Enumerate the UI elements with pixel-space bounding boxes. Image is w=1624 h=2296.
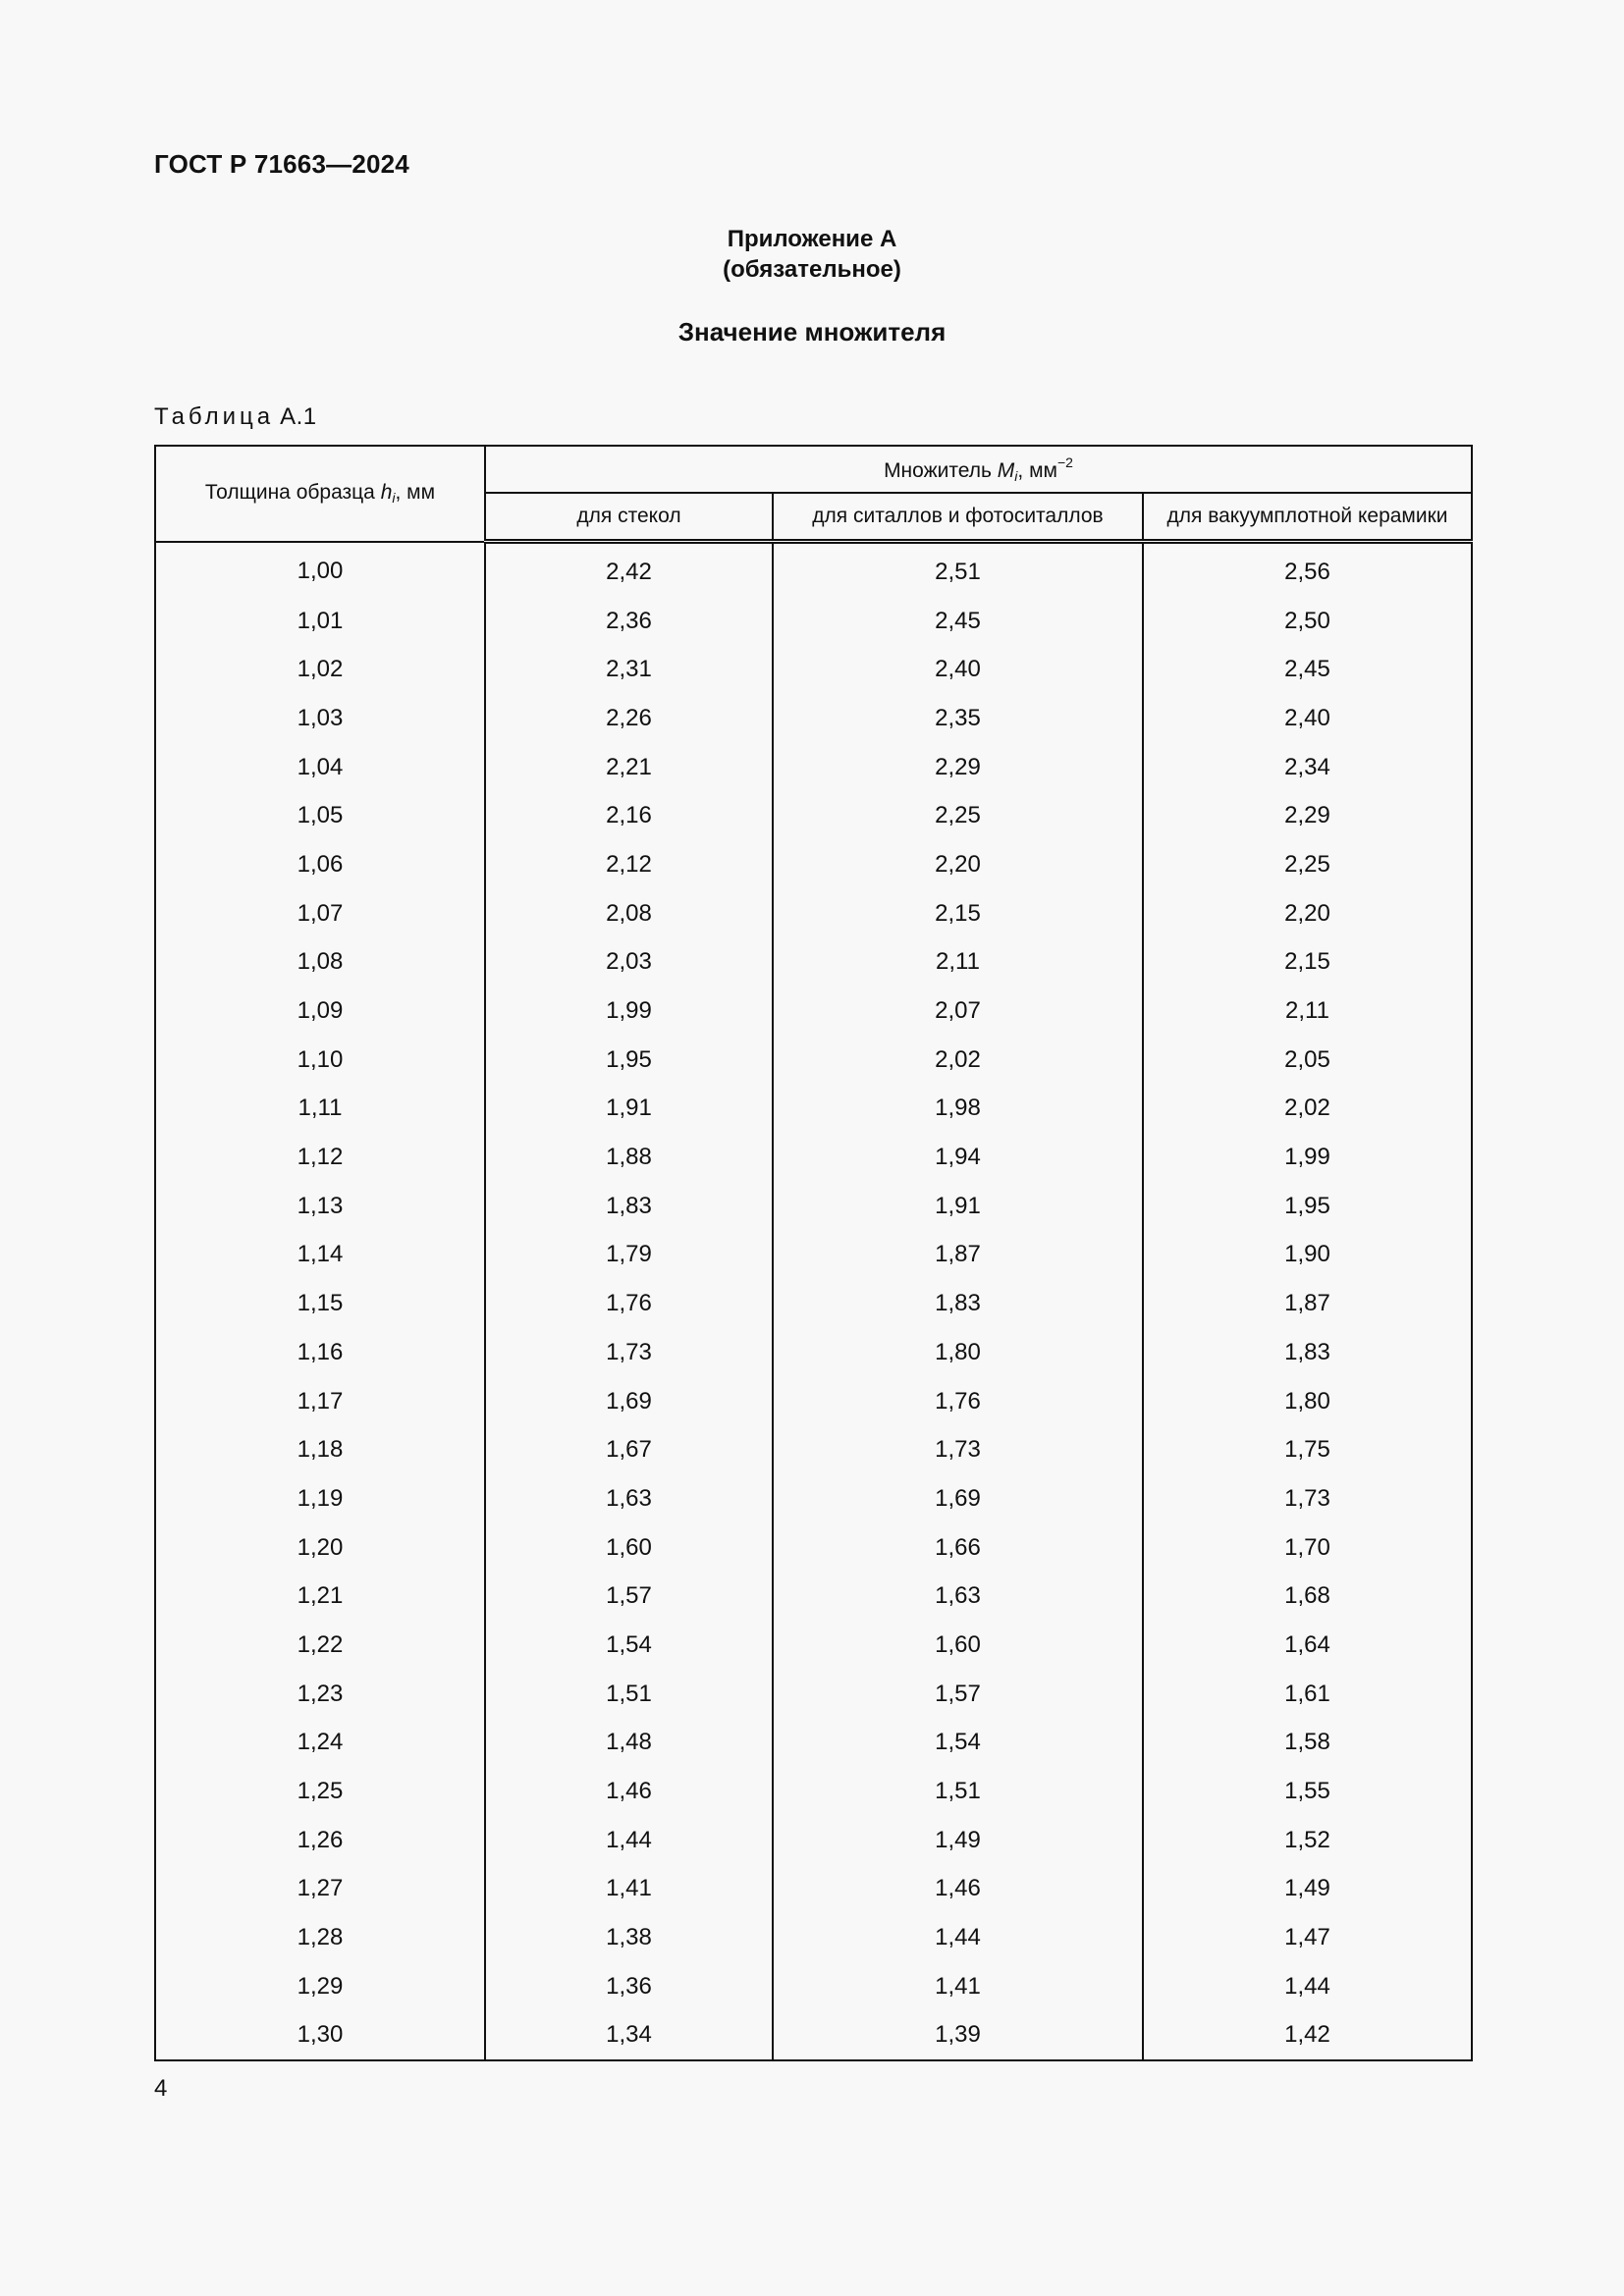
ceramic-multiplier-cell: 1,83: [1143, 1328, 1472, 1377]
sitall-multiplier-cell: 1,49: [773, 1816, 1143, 1865]
ceramic-multiplier-cell: 2,29: [1143, 791, 1472, 840]
multiplier-header-sup: −2: [1056, 454, 1073, 470]
table-row: [155, 1133, 1472, 1182]
glass-multiplier-cell: 2,16: [485, 791, 773, 840]
sitall-multiplier-cell: 1,76: [773, 1377, 1143, 1426]
table-row: [155, 1279, 1472, 1328]
glass-multiplier-cell: 1,67: [485, 1425, 773, 1474]
glass-multiplier-cell: 1,63: [485, 1474, 773, 1523]
table-body: [155, 542, 1472, 2061]
glass-multiplier-cell: 1,46: [485, 1767, 773, 1816]
sitall-multiplier-cell: 1,57: [773, 1670, 1143, 1719]
glass-multiplier-cell: 1,36: [485, 1962, 773, 2011]
thickness-cell: 1,02: [155, 645, 485, 694]
glass-multiplier-cell: 1,76: [485, 1279, 773, 1328]
glass-multiplier-cell: 2,03: [485, 938, 773, 988]
ceramic-multiplier-cell: 2,15: [1143, 938, 1472, 988]
glass-multiplier-cell: 1,57: [485, 1572, 773, 1621]
thickness-cell: 1,21: [155, 1572, 485, 1621]
thickness-header: [155, 446, 485, 542]
thickness-cell: 1,07: [155, 889, 485, 938]
thickness-cell: 1,03: [155, 694, 485, 743]
ceramic-multiplier-cell: 2,56: [1143, 542, 1472, 597]
ceramic-multiplier-cell: 2,20: [1143, 889, 1472, 938]
ceramic-multiplier-cell: 1,99: [1143, 1133, 1472, 1182]
annex-title: Приложение А: [727, 226, 897, 252]
multiplier-header-unit: , мм: [1017, 459, 1057, 482]
ceramic-multiplier-cell: 1,52: [1143, 1816, 1472, 1865]
table-row: [155, 597, 1472, 646]
glass-multiplier-cell: 1,51: [485, 1670, 773, 1719]
thickness-cell: 1,09: [155, 987, 485, 1036]
sitall-multiplier-cell: 1,69: [773, 1474, 1143, 1523]
glass-multiplier-cell: 1,79: [485, 1231, 773, 1280]
glass-multiplier-cell: 1,60: [485, 1523, 773, 1573]
thickness-cell: 1,14: [155, 1231, 485, 1280]
table-row: [155, 1621, 1472, 1670]
thickness-cell: 1,30: [155, 2011, 485, 2061]
glass-multiplier-cell: 2,26: [485, 694, 773, 743]
glass-multiplier-cell: 1,95: [485, 1036, 773, 1085]
table-caption-number: А.1: [280, 403, 317, 430]
ceramic-multiplier-cell: 2,40: [1143, 694, 1472, 743]
section-title: Значение множителя: [677, 317, 947, 347]
glass-multiplier-cell: 1,91: [485, 1085, 773, 1134]
table-row: [155, 743, 1472, 792]
glass-multiplier-cell: 1,34: [485, 2011, 773, 2061]
ceramic-multiplier-cell: 1,55: [1143, 1767, 1472, 1816]
thickness-cell: 1,11: [155, 1085, 485, 1134]
table-row: [155, 1523, 1472, 1573]
table-row: [155, 791, 1472, 840]
glass-multiplier-cell: 1,99: [485, 987, 773, 1036]
thickness-cell: 1,29: [155, 1962, 485, 2011]
thickness-cell: 1,08: [155, 938, 485, 988]
table-row: [155, 1913, 1472, 1962]
multiplier-table: [154, 445, 1473, 2061]
thickness-header-text: Толщина образца: [204, 481, 381, 505]
thickness-cell: 1,16: [155, 1328, 485, 1377]
sitall-multiplier-cell: 1,94: [773, 1133, 1143, 1182]
table-caption: [154, 403, 317, 431]
sitall-multiplier-cell: 1,63: [773, 1572, 1143, 1621]
subheader-glass: для стекол: [485, 493, 773, 542]
thickness-cell: 1,06: [155, 840, 485, 889]
ceramic-multiplier-cell: 1,68: [1143, 1572, 1472, 1621]
ceramic-multiplier-cell: 1,75: [1143, 1425, 1472, 1474]
table-row: [155, 1962, 1472, 2011]
table-row: [155, 938, 1472, 988]
table-row: [155, 1036, 1472, 1085]
glass-multiplier-cell: 1,69: [485, 1377, 773, 1426]
table-row: [155, 1085, 1472, 1134]
thickness-cell: 1,20: [155, 1523, 485, 1573]
sitall-multiplier-cell: 2,07: [773, 987, 1143, 1036]
table-row: [155, 840, 1472, 889]
table-row: [155, 1719, 1472, 1768]
page-number: 4: [154, 2075, 168, 2102]
sitall-multiplier-cell: 1,91: [773, 1182, 1143, 1231]
ceramic-multiplier-cell: 1,87: [1143, 1279, 1472, 1328]
table-row: [155, 1474, 1472, 1523]
ceramic-multiplier-cell: 1,80: [1143, 1377, 1472, 1426]
glass-multiplier-cell: 1,88: [485, 1133, 773, 1182]
multiplier-header-text: Множитель: [884, 459, 998, 482]
glass-multiplier-cell: 2,42: [485, 542, 773, 597]
glass-multiplier-cell: 2,12: [485, 840, 773, 889]
ceramic-multiplier-cell: 1,42: [1143, 2011, 1472, 2061]
table-row: [155, 1231, 1472, 1280]
thickness-cell: 1,05: [155, 791, 485, 840]
document-code: ГОСТ Р 71663—2024: [154, 149, 409, 179]
thickness-header-sub: i: [392, 490, 396, 507]
thickness-cell: 1,27: [155, 1865, 485, 1914]
table-row: [155, 1377, 1472, 1426]
subheader-sitall: для ситаллов и фотоситаллов: [773, 493, 1143, 542]
sitall-multiplier-cell: 2,20: [773, 840, 1143, 889]
sitall-multiplier-cell: 1,46: [773, 1865, 1143, 1914]
glass-multiplier-cell: 2,21: [485, 743, 773, 792]
table-row: [155, 1328, 1472, 1377]
sitall-multiplier-cell: 2,29: [773, 743, 1143, 792]
glass-multiplier-cell: 2,31: [485, 645, 773, 694]
thickness-cell: 1,24: [155, 1719, 485, 1768]
sitall-multiplier-cell: 2,40: [773, 645, 1143, 694]
table-row: [155, 1816, 1472, 1865]
sitall-multiplier-cell: 1,51: [773, 1767, 1143, 1816]
ceramic-multiplier-cell: 2,02: [1143, 1085, 1472, 1134]
sitall-multiplier-cell: 1,54: [773, 1719, 1143, 1768]
subheader-ceramic: для вакуумплотной керамики: [1143, 493, 1472, 542]
sitall-multiplier-cell: 1,41: [773, 1962, 1143, 2011]
thickness-cell: 1,28: [155, 1913, 485, 1962]
thickness-cell: 1,22: [155, 1621, 485, 1670]
multiplier-group-header: [485, 446, 1472, 493]
table-row: [155, 1670, 1472, 1719]
thickness-cell: 1,18: [155, 1425, 485, 1474]
table-row: [155, 1572, 1472, 1621]
ceramic-multiplier-cell: 1,47: [1143, 1913, 1472, 1962]
sitall-multiplier-cell: 2,11: [773, 938, 1143, 988]
thickness-cell: 1,25: [155, 1767, 485, 1816]
sitall-multiplier-cell: 2,45: [773, 597, 1143, 646]
table-row: [155, 1865, 1472, 1914]
thickness-cell: 1,15: [155, 1279, 485, 1328]
ceramic-multiplier-cell: 1,49: [1143, 1865, 1472, 1914]
sitall-multiplier-cell: 2,15: [773, 889, 1143, 938]
glass-multiplier-cell: 1,38: [485, 1913, 773, 1962]
thickness-cell: 1,12: [155, 1133, 485, 1182]
glass-multiplier-cell: 1,41: [485, 1865, 773, 1914]
sitall-multiplier-cell: 2,02: [773, 1036, 1143, 1085]
table-row: [155, 1425, 1472, 1474]
ceramic-multiplier-cell: 2,25: [1143, 840, 1472, 889]
glass-multiplier-cell: 2,08: [485, 889, 773, 938]
thickness-cell: 1,26: [155, 1816, 485, 1865]
sitall-multiplier-cell: 1,80: [773, 1328, 1143, 1377]
ceramic-multiplier-cell: 1,64: [1143, 1621, 1472, 1670]
ceramic-multiplier-cell: 2,34: [1143, 743, 1472, 792]
table-row: [155, 2011, 1472, 2061]
sitall-multiplier-cell: 1,83: [773, 1279, 1143, 1328]
sitall-multiplier-cell: 2,35: [773, 694, 1143, 743]
thickness-cell: 1,13: [155, 1182, 485, 1231]
glass-multiplier-cell: 1,44: [485, 1816, 773, 1865]
sitall-multiplier-cell: 2,25: [773, 791, 1143, 840]
ceramic-multiplier-cell: 2,05: [1143, 1036, 1472, 1085]
thickness-cell: 1,10: [155, 1036, 485, 1085]
sitall-multiplier-cell: 1,44: [773, 1913, 1143, 1962]
multiplier-header-sub: i: [1014, 468, 1018, 484]
ceramic-multiplier-cell: 1,44: [1143, 1962, 1472, 2011]
thickness-cell: 1,04: [155, 743, 485, 792]
sitall-multiplier-cell: 1,60: [773, 1621, 1143, 1670]
table-row: [155, 542, 1472, 597]
glass-multiplier-cell: 1,83: [485, 1182, 773, 1231]
thickness-cell: 1,00: [155, 542, 485, 597]
ceramic-multiplier-cell: 1,61: [1143, 1670, 1472, 1719]
thickness-header-var: h: [380, 481, 393, 505]
glass-multiplier-cell: 2,36: [485, 597, 773, 646]
ceramic-multiplier-cell: 1,73: [1143, 1474, 1472, 1523]
sitall-multiplier-cell: 1,73: [773, 1425, 1143, 1474]
table-caption-word: Таблица: [154, 403, 275, 430]
sitall-multiplier-cell: 1,39: [773, 2011, 1143, 2061]
multiplier-header-var: M: [997, 459, 1015, 482]
table-row: [155, 987, 1472, 1036]
ceramic-multiplier-cell: 2,11: [1143, 987, 1472, 1036]
ceramic-multiplier-cell: 1,58: [1143, 1719, 1472, 1768]
table-row: [155, 889, 1472, 938]
ceramic-multiplier-cell: 2,50: [1143, 597, 1472, 646]
ceramic-multiplier-cell: 1,70: [1143, 1523, 1472, 1573]
thickness-cell: 1,19: [155, 1474, 485, 1523]
sitall-multiplier-cell: 1,66: [773, 1523, 1143, 1573]
glass-multiplier-cell: 1,48: [485, 1719, 773, 1768]
annex-status: (обязательное): [723, 256, 901, 283]
sitall-multiplier-cell: 1,98: [773, 1085, 1143, 1134]
sitall-multiplier-cell: 2,51: [773, 542, 1143, 597]
thickness-cell: 1,01: [155, 597, 485, 646]
thickness-header-unit: , мм: [395, 481, 436, 505]
thickness-cell: 1,17: [155, 1377, 485, 1426]
glass-multiplier-cell: 1,54: [485, 1621, 773, 1670]
thickness-cell: 1,23: [155, 1670, 485, 1719]
ceramic-multiplier-cell: 2,45: [1143, 645, 1472, 694]
table-row: [155, 645, 1472, 694]
table-row: [155, 1182, 1472, 1231]
ceramic-multiplier-cell: 1,95: [1143, 1182, 1472, 1231]
sitall-multiplier-cell: 1,87: [773, 1231, 1143, 1280]
glass-multiplier-cell: 1,73: [485, 1328, 773, 1377]
ceramic-multiplier-cell: 1,90: [1143, 1231, 1472, 1280]
table-row: [155, 1767, 1472, 1816]
table-row: [155, 694, 1472, 743]
